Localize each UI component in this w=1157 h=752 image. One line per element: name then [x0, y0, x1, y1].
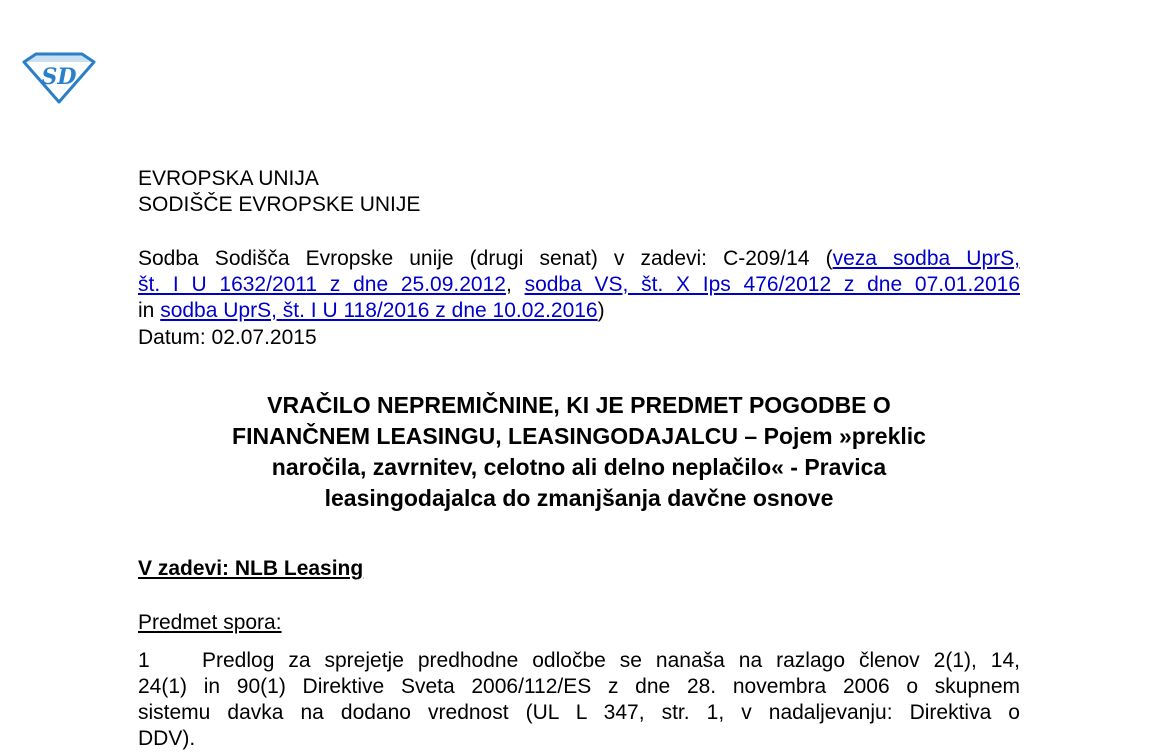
- document-title: [138, 390, 1020, 514]
- link-vs-2016[interactable]: sodba VS, št. X Ips 476/2012 z dne 07.01.2016: [524, 273, 1020, 296]
- paragraph-1-line-1: [138, 648, 1020, 674]
- title-line-1: VRAČILO NEPREMIČNINE, KI JE PREDMET POGODBE O: [267, 392, 891, 418]
- reference-comma: ,: [505, 273, 512, 296]
- logo-lettering: SD: [41, 64, 77, 90]
- reference-in: in: [138, 299, 155, 322]
- paragraph-1-text-1: Predlog za sprejetje predhodne odločbe se nanaša na razlago členov 2(1), 14,: [202, 649, 1020, 672]
- reference-line-1: [138, 246, 1020, 272]
- header-court: SODIŠČE EVROPSKE UNIJE: [138, 193, 421, 216]
- case-heading: V zadevi: NLB Leasing: [138, 557, 364, 580]
- paragraph-1-line-4: DDV).: [138, 727, 196, 750]
- paragraph-1-line-3: sistemu davka na dodano vrednost (UL L 347, str. 1, v nadaljevanju: Direktiva o: [138, 701, 1020, 724]
- link-uprs-2012[interactable]: veza sodba UprS,: [832, 247, 1020, 270]
- decision-date: Datum: 02.07.2015: [138, 326, 317, 349]
- paragraph-1-line-2: 24(1) in 90(1) Direktive Sveta 2006/112/ES z dne 28. novembra 2006 o skupnem: [138, 675, 1020, 698]
- link-uprs-2012-cont[interactable]: št. I U 1632/2011 z dne 25.09.2012: [138, 273, 506, 296]
- reference-line-2: [138, 272, 1020, 298]
- title-line-2: FINANČNEM LEASINGU, LEASINGODAJALCU – Pojem »preklic: [232, 423, 926, 449]
- title-line-3: naročila, zavrnitev, celotno ali delno neplačilo« - Pravica: [271, 454, 887, 480]
- reference-close: ): [597, 299, 605, 322]
- link-uprs-2016[interactable]: sodba UprS, št. I U 118/2016 z dne 10.02.2016: [160, 299, 598, 322]
- subject-heading: Predmet spora:: [138, 611, 282, 634]
- header-eu: EVROPSKA UNIJA: [138, 167, 319, 190]
- reference-intro: Sodba Sodišča Evropske unije (drugi senat) v zadevi: C-209/14 (: [138, 247, 833, 270]
- reference-line-3: [138, 298, 605, 324]
- paragraph-number: 1: [138, 649, 150, 672]
- court-logo: [22, 50, 96, 104]
- title-line-4: leasingodajalca do zmanjšanja davčne osnove: [324, 485, 834, 511]
